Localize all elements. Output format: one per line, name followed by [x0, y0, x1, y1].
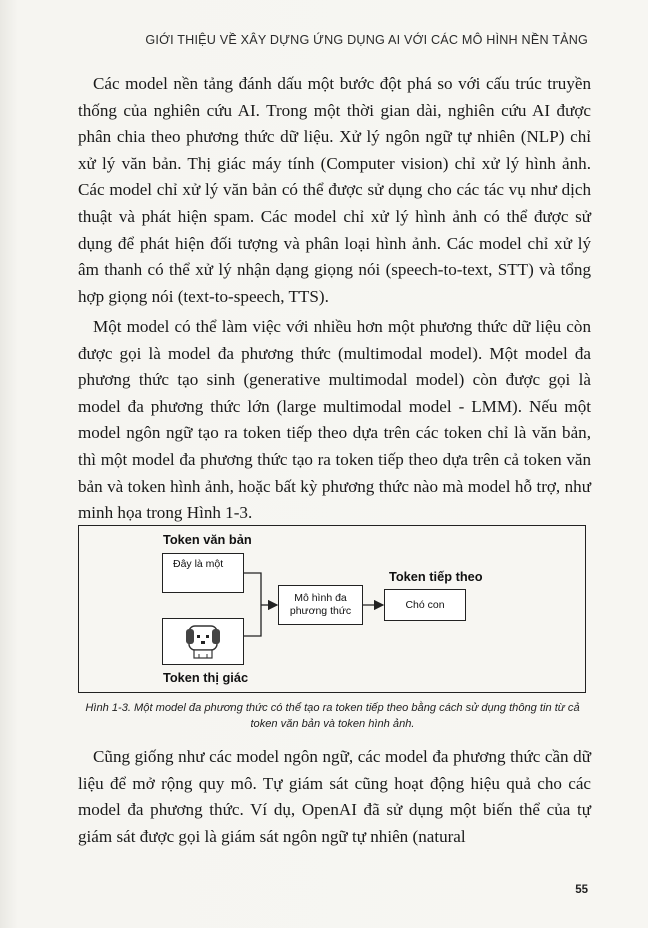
next-token-box — [384, 589, 466, 621]
next-token-label: Token tiếp theo — [389, 569, 483, 584]
text-token-box — [162, 553, 244, 593]
text-token-value: Đây là một — [173, 558, 224, 570]
dog-icon — [183, 623, 223, 661]
next-token-value: Chó con — [405, 598, 445, 611]
paragraph-3: Cũng giống như các model ngôn ngữ, các model đa phương thức cần dữ liệu để mở rộng quy mô. Tự giám sát cũng hoạt động hiệu quả cho các model đa phương thức. Ví dụ, OpenAI đã sử dụng một biến thể của tự giám sát được gọi là giám sát ngôn ngữ tự nhiên (natural — [78, 747, 591, 846]
connector-text — [244, 573, 261, 605]
image-token-label: Token thị giác — [163, 670, 249, 685]
multimodal-model-box — [278, 585, 363, 625]
paragraph-2: Một model có thể làm việc với nhiều hơn một phương thức dữ liệu còn được gọi là model đa phương thức (multimodal model). Một model đa phương thức tạo sinh (generative multimodal model) còn được gọi là model đa phương thức lớn (large multimodal model - LMM). Nếu một model ngôn ngữ tạo ra token tiếp theo dựa trên các token chỉ là văn bản, thì một model đa phương thức tạo ra token tiếp theo dựa trên cả token văn bản và token hình ảnh, hoặc bất kỳ phương thức nào mà model hỗ trợ, như minh họa trong Hình 1-3. — [78, 317, 591, 523]
running-header: GIỚI THIỆU VỀ XÂY DỰNG ỨNG DỤNG AI VỚI CÁC MÔ HÌNH NỀN TẢNG — [145, 33, 588, 47]
image-token-box — [162, 618, 244, 665]
model-label: Mô hình đa phương thức — [289, 592, 352, 617]
text-token-label: Token văn bản — [163, 532, 252, 547]
connector-image — [244, 605, 261, 636]
figure-1-3 — [78, 525, 586, 693]
paragraph-1: Các model nền tảng đánh dấu một bước đột phá so với cấu trúc truyền thống của nghiên cứu AI. Trong một thời gian dài, nghiên cứu AI được phân chia theo phương thức dữ liệu. Xử lý ngôn ngữ tự nhiên (NLP) chỉ xử lý văn bản. Thị giác máy tính (Computer vision) chỉ xử lý hình ảnh. Các model chỉ xử lý văn bản có thể được sử dụng cho các tác vụ như dịch thuật và phát hiện spam. Các model chỉ xử lý hình ảnh có thể được sử dụng để phát hiện đối tượng và phân loại hình ảnh. Các model chỉ xử lý âm thanh có thể xử lý nhận dạng giọng nói (speech-to-text, STT) và tổng hợp giọng nói (text-to-speech, TTS). — [78, 74, 591, 306]
figure-caption: Hình 1-3. Một model đa phương thức có thể tạo ra token tiếp theo bằng cách sử dụng thông tin từ cả token văn bản và token hình ảnh. — [85, 702, 580, 730]
page-number: 55 — [575, 884, 588, 896]
